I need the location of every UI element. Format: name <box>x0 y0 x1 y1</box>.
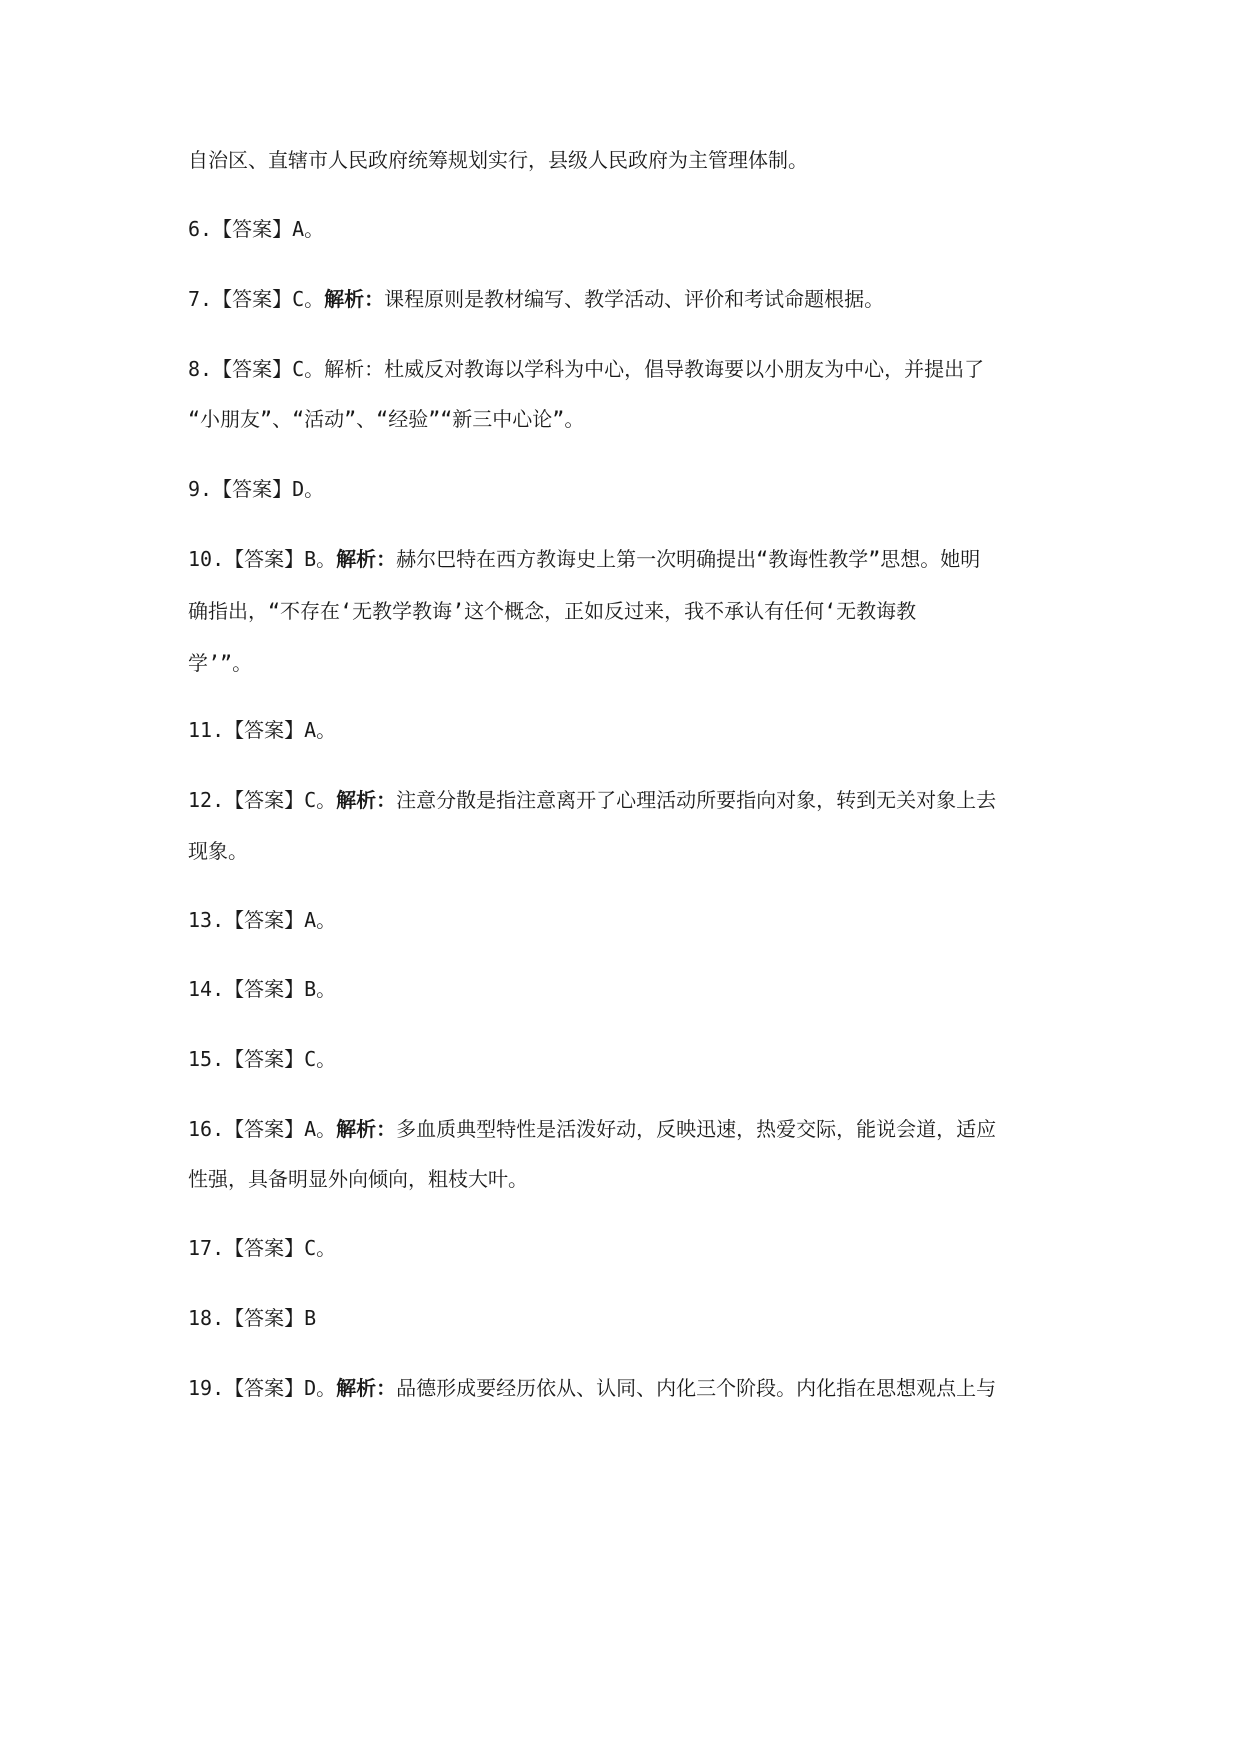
answer-item-14 <box>188 975 1068 1003</box>
answer-item-17 <box>188 1234 1068 1262</box>
answer-item-19 <box>188 1374 1068 1402</box>
answer-prefix: 15.【答案】C。 <box>188 1047 337 1071</box>
analysis-label: 解析： <box>336 1376 397 1400</box>
answer-prefix: 8.【答案】C。 <box>188 357 325 381</box>
answer-prefix: 19.【答案】D。 <box>188 1376 337 1400</box>
answer-prefix: 18.【答案】B <box>188 1306 317 1330</box>
answer-item-12-continued <box>188 837 1068 865</box>
paragraph-text: 自治区、直辖市人民政府统筹规划实行，县级人民政府为主管理体制。 <box>188 148 808 172</box>
answer-item-18 <box>188 1304 1068 1332</box>
answer-prefix: 11.【答案】A。 <box>188 718 337 742</box>
answer-item-11 <box>188 716 1068 744</box>
answer-item-9 <box>188 475 1068 503</box>
analysis-text: 解析：杜威反对教诲以学科为中心，倡导教诲要以小朋友为中心，并提出了 <box>324 357 985 381</box>
answer-item-16 <box>188 1115 1068 1143</box>
analysis-text: 品德形成要经历依从、认同、内化三个阶段。内化指在思想观点上与 <box>396 1376 997 1400</box>
answer-item-12 <box>188 786 1068 814</box>
analysis-text: 性强，具备明显外向倾向，粗枝大叶。 <box>188 1167 528 1191</box>
analysis-text: 注意分散是指注意离开了心理活动所要指向对象，转到无关对象上去 <box>396 788 997 812</box>
answer-item-8-continued <box>188 405 1068 433</box>
answer-prefix: 13.【答案】A。 <box>188 908 337 932</box>
answer-prefix: 9.【答案】D。 <box>188 477 325 501</box>
analysis-text: 确指出，“不存在‘无教学教诲’这个概念，正如反过来，我不承认有任何‘无教诲教 <box>188 599 917 623</box>
analysis-text: “小朋友”、“活动”、“经验”“新三中心论”。 <box>188 407 585 431</box>
answer-prefix: 12.【答案】C。 <box>188 788 337 812</box>
answer-prefix: 16.【答案】A。 <box>188 1117 337 1141</box>
answer-item-10-continued-2 <box>188 649 1068 677</box>
answer-prefix: 17.【答案】C。 <box>188 1236 337 1260</box>
analysis-label: 解析： <box>324 287 385 311</box>
analysis-text: 现象。 <box>188 839 248 863</box>
analysis-label: 解析： <box>336 788 397 812</box>
answer-item-6 <box>188 215 1068 243</box>
answer-item-8 <box>188 355 1068 383</box>
analysis-label: 解析： <box>336 1117 397 1141</box>
analysis-text: 赫尔巴特在西方教诲史上第一次明确提出“教诲性教学”思想。她明 <box>396 547 981 571</box>
analysis-text: 多血质典型特性是活泼好动，反映迅速，热爱交际，能说会道，适应 <box>396 1117 997 1141</box>
answer-item-7 <box>188 285 1068 313</box>
paragraph-intro <box>188 146 1068 174</box>
answer-item-10 <box>188 545 1068 573</box>
analysis-text: 课程原则是教材编写、教学活动、评价和考试命题根据。 <box>384 287 885 311</box>
answer-prefix: 6.【答案】A。 <box>188 217 325 241</box>
answer-item-13 <box>188 906 1068 934</box>
answer-item-10-continued <box>188 597 1068 625</box>
analysis-label: 解析： <box>336 547 397 571</box>
answer-prefix: 14.【答案】B。 <box>188 977 337 1001</box>
answer-item-15 <box>188 1045 1068 1073</box>
answer-prefix: 7.【答案】C。 <box>188 287 325 311</box>
analysis-text: 学’”。 <box>188 651 253 675</box>
answer-item-16-continued <box>188 1165 1068 1193</box>
answer-prefix: 10.【答案】B。 <box>188 547 337 571</box>
